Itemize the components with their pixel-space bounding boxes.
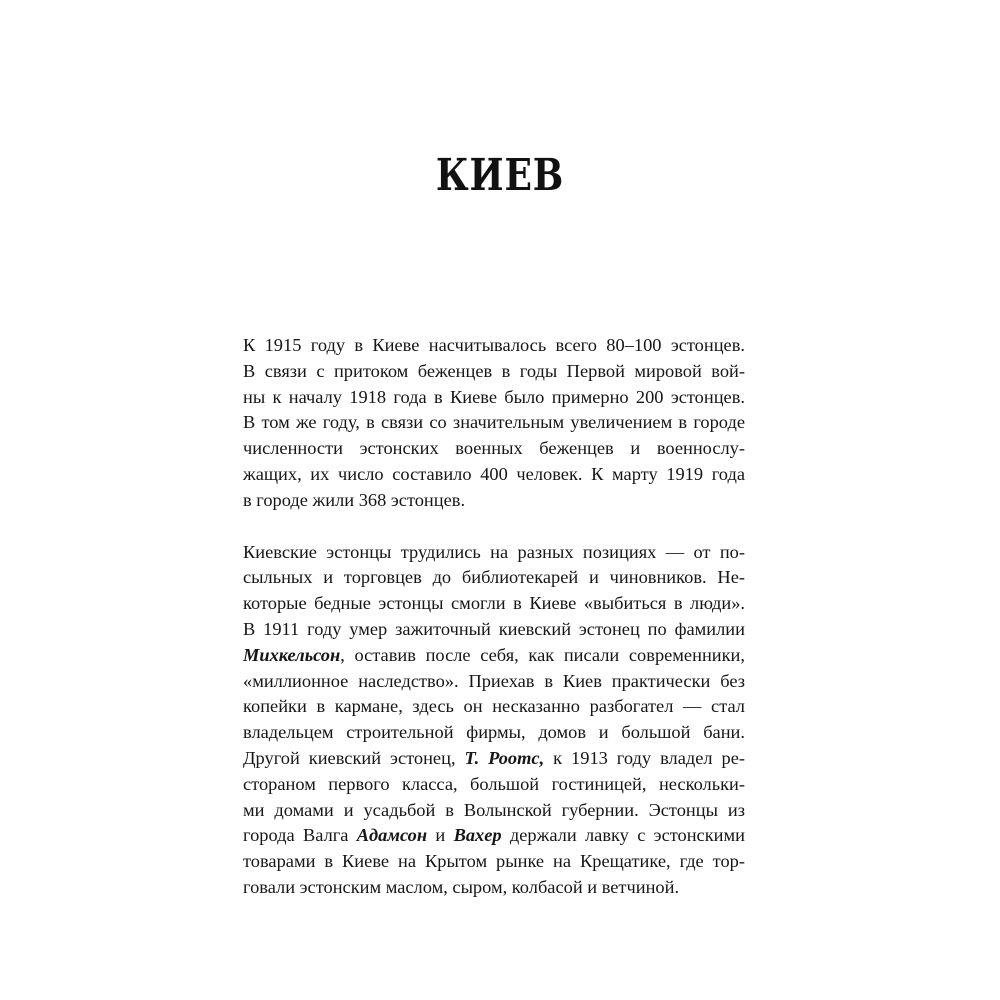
text-line: [243, 746, 745, 772]
text-fragment: города Валга: [243, 825, 357, 846]
text-line: копейки в кармане, здесь он несказанно разбогател — стал: [243, 696, 745, 717]
text-line: сыльных и торговцев до библиотекарей и чиновников. Не-: [243, 567, 745, 588]
person-name-mikhkelson: Михкельсон: [243, 644, 341, 665]
text-line: товарами в Киеве на Крытом рынке на Крещатике, где тор-: [243, 851, 745, 872]
text-line: ми домами и усадьбой в Волынской губернии. Эстонцы из: [243, 799, 745, 820]
person-name-vakher: Вахер: [453, 825, 502, 846]
text-line: которые бедные эстонцы смогли в Киеве «выбиться в люди».: [243, 593, 745, 614]
text-fragment: и: [427, 825, 454, 846]
text-line: [243, 823, 745, 849]
text-line: К 1915 году в Киеве насчитывалось всего 80–100 эстонцев.: [243, 335, 745, 355]
person-name-roots: Т. Роотс,: [464, 747, 545, 768]
text-line: говали эстонским маслом, сыром, колбасой и ветчиной.: [243, 876, 680, 897]
text-fragment: к 1913 году владел ре-: [544, 747, 746, 768]
text-line: численности эстонских военных беженцев и военнослу-: [243, 438, 745, 459]
text-line: [243, 643, 745, 669]
text-line: В связи с притоком беженцев в годы Первой мировой вой-: [243, 360, 745, 381]
text-line: «миллионное наследство». Приехав в Киев практически без: [243, 670, 745, 691]
text-line: Киевские эстонцы трудились на разных позициях — от по-: [243, 541, 745, 562]
text-fragment: Другой киевский эстонец,: [243, 747, 465, 768]
text-line: в городе жили 368 эстонцев.: [243, 489, 466, 510]
text-line: В 1911 году умер зажиточный киевский эстонец по фамилии: [243, 618, 745, 639]
text-line: владельцем строительной фирмы, домов и большой бани.: [243, 722, 745, 743]
body-text: [243, 333, 745, 901]
text-line: стораном первого класса, большой гостиницей, нескольки-: [243, 773, 745, 794]
paragraph-2: [243, 540, 745, 901]
text-line: В том же году, в связи со значительным увеличением в городе: [243, 412, 745, 433]
person-name-adamson: Адамсон: [356, 825, 428, 846]
chapter-title: КИЕВ: [435, 150, 565, 201]
paragraph-1: [243, 333, 745, 514]
text-fragment: держали лавку с эстонскими: [501, 825, 745, 846]
text-fragment: , оставив после себя, как писали современники,: [340, 644, 745, 665]
text-line: ны к началу 1918 года в Киеве было примерно 200 эстонцев.: [243, 386, 745, 407]
text-line: жащих, их число составило 400 человек. К марту 1919 года: [243, 463, 745, 484]
